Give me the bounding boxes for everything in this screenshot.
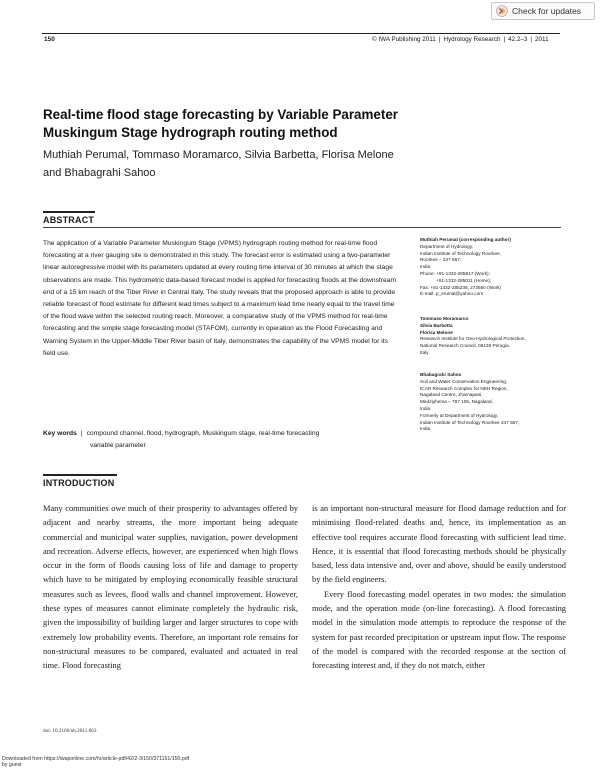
- abstract-heading: ABSTRACT: [43, 215, 95, 225]
- affil-1-line: Indian Institute of Technology Roorkee,: [420, 250, 501, 256]
- abstract-rule: [43, 211, 95, 213]
- introduction-heading: INTRODUCTION: [43, 478, 115, 488]
- title-line-1: Real-time flood stage forecasting by Variable Parameter: [43, 107, 398, 122]
- affil-1-line: Muthiah Perumal (corresponding author): [420, 237, 511, 242]
- intro-paragraph-2: is an important non-structural measure for flood damage reduction and for minimising flood-related deaths and, hence, its implementation as an effective tool requires accurate flood forecasting with sufficient lead time. Hence, it is essential that flood forecasting methods should be physically based, less data intensive and, over and above, should be easily understood by the field engineers.: [312, 504, 566, 585]
- keywords: Key words | compound channel, flood, hydrograph, Muskingum stage, real-time forecasting variable parameter: [43, 428, 403, 452]
- affil-2-line: National Research Council, 06128 Perugia,: [420, 343, 510, 349]
- affil-1-email[interactable]: E-mail: p_erumal@yahoo.com: [420, 291, 484, 297]
- abstract-underline: [43, 227, 561, 228]
- publisher-text: © IWA Publishing 2011: [372, 36, 436, 43]
- authors-line-2: and Bhabagrahi Sahoo: [43, 167, 156, 179]
- author-list: [43, 146, 463, 182]
- keywords-label: Key words: [43, 430, 77, 437]
- affiliation-block-1: [420, 237, 570, 298]
- affil-3-line: India: [420, 426, 431, 432]
- check-for-updates-badge[interactable]: [491, 2, 595, 20]
- abstract-body: The application of a Variable Parameter Muskingum Stage (VPMS) hydrograph routing method for real-time flood forecasting at a river gauging site is demonstrated in this study. The forecast error is estimated using a two-parameter linear autoregressive model with its parameters updated at every routing time interval of 30 minutes at which the stage observations are made. This hydrometric data-based forecast model is applied for forecasting floods at the downstream end of a 15 km reach of the Tiber River in Central Italy. The study reveals that the proposed approach is able to provide reliable forecast of flood estimate for different lead times subject to a maximum lead time nearly equal to the travel time of the flood wave within the selected routing reach. Moreover, a comparative study of the VPMS method for real-time forecasting and the simple stage forecasting model (STAFOM), currently in operation as the Flood Forecasting and Warning System in the Upper-Middle Tiber River basin of Italy, demonstrates the capability of the VPMS model for its field use.: [43, 240, 397, 357]
- affil-2-line: Silvia Barbetta: [420, 322, 453, 328]
- affil-3-line: Nagaland Centre, Jharnapani,: [420, 392, 483, 398]
- journal-name: Hydrology Research: [443, 36, 501, 43]
- download-footer: [2, 756, 189, 768]
- affil-1-line: India: [420, 264, 431, 270]
- affil-3-line: Medziphema – 797 106, Nagaland,: [420, 399, 493, 405]
- doi-text[interactable]: doi: 10.2166/nh.2011.063: [43, 728, 97, 734]
- affiliation-block-2: [420, 316, 570, 357]
- affil-3-line: Formerly at Department of Hydrology,: [420, 412, 499, 418]
- check-updates-icon: [496, 5, 508, 17]
- affil-1-line: Roorkee – 247 667,: [420, 257, 462, 263]
- intro-paragraph-3: Every flood forecasting model operates in two modes: the simulation mode, and the operation mode (on-line forecasting). A flood forecasting model in the simulation mode attempts to reproduce the response of the system for past recorded precipitation or upstream input flow. The response of the model is compared with the recorded response at the section of forecasting interest and, if they do not match, either: [312, 589, 566, 671]
- header-rule: [42, 33, 560, 34]
- footer-line-1[interactable]: Downloaded from https://iwaponline.com/hr/article-pdf/42/2-3/150/371151/150.pdf: [2, 756, 190, 762]
- intro-column-left: [43, 502, 298, 674]
- affil-1-line: Phone: +91-1332-285817 (Work);: [420, 270, 490, 276]
- affil-3-line: India: [420, 405, 431, 411]
- affil-1-line: +91-1332-285011 (Home);: [436, 277, 492, 283]
- affil-3-line: ICAR Research Complex for NEH Region,: [420, 385, 508, 391]
- introduction-rule: [43, 474, 117, 476]
- article-title: [43, 106, 483, 142]
- affil-1-line: Department of Hydrology,: [420, 243, 474, 249]
- affil-2-line: Tommaso Moramarco: [420, 316, 469, 321]
- affil-3-line: Soil and Water Conservation Engineering,: [420, 378, 508, 384]
- affil-2-line: Research Institute for Geo-Hydrological Protection,: [420, 336, 526, 342]
- keywords-line-2: variable parameter: [90, 442, 146, 450]
- intro-paragraph-1: Many communities owe much of their prosperity to advantages offered by adjacent and nearby streams, the more important being adequate commercial and municipal water supplies, navigation, power development and recreation. Adverse effects, however, are experienced when high flows occur in the form of floods causing loss of life and damage to property which have to be mitigated by employing economically feasible structural measures such as levees, flood walls and channel improvement. However, these types of measures cannot eliminate completely the hydraulic risk, given the impossibility of building larger and larger structures to cope with extremely low probability events. Therefore, an important role remains for non-structural measures to be compared, evaluated and actuated in real time. Flood forecasting: [43, 504, 298, 671]
- title-line-2: Muskingum Stage hydrograph routing method: [43, 125, 338, 140]
- footer-line-2: by guest: [2, 762, 22, 768]
- journal-year: 2011: [535, 36, 549, 43]
- affil-3-line: Bhabagrahi Sahoo: [420, 372, 462, 377]
- affil-1-line: Fax: +91-1332-285236, 273560 (Work): [420, 284, 502, 290]
- affiliation-block-3: [420, 372, 570, 433]
- authors-line-1: Muthiah Perumal, Tommaso Moramarco, Silvia Barbetta, Florisa Melone: [43, 149, 394, 161]
- check-updates-label: Check for updates: [512, 6, 581, 16]
- intro-column-right: [312, 502, 566, 674]
- running-head: © IWA Publishing 2011 | Hydrology Research | 42.2–3 | 2011: [372, 36, 549, 43]
- affil-2-line: Florisa Melone: [420, 329, 453, 335]
- journal-volume: 42.2–3: [508, 36, 528, 43]
- affil-2-line: Italy: [420, 349, 429, 355]
- page-number: 150: [44, 36, 55, 43]
- affil-3-line: Indian Institute of Technology Roorkee 247 667,: [420, 419, 520, 425]
- keywords-line-1: compound channel, flood, hydrograph, Muskingum stage, real-time forecasting: [86, 430, 320, 437]
